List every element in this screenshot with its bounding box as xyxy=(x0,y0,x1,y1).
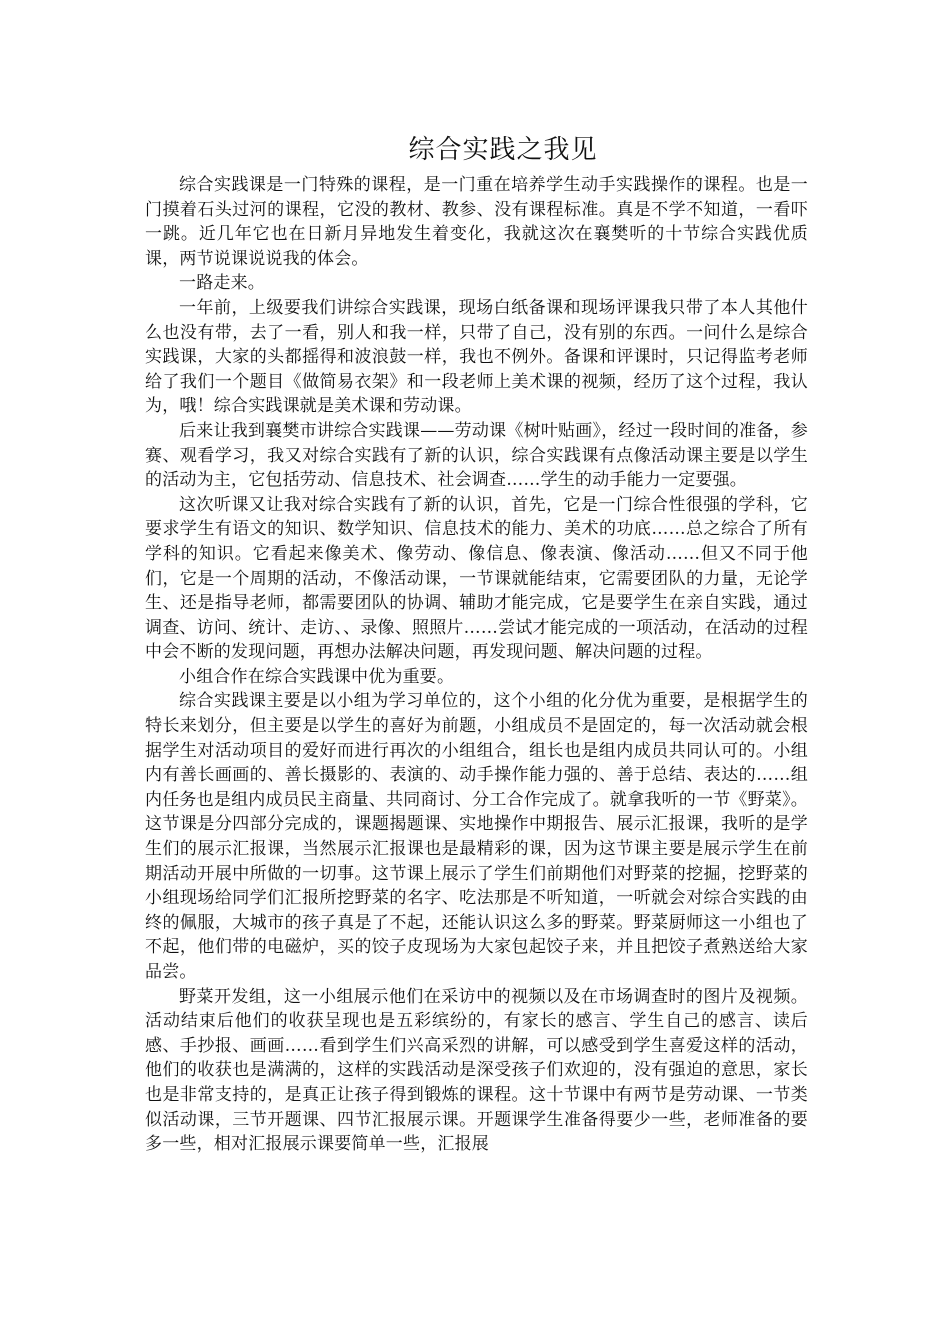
document-body xyxy=(145,173,808,1157)
paragraph-one-year-ago: 一年前，上级要我们讲综合实践课，现场白纸备课和现场评课我只带了本人其他什么也没有带，去了一看，别人和我一样，只带了自己，没有别的东西。一问什么是综合实践课，大家的头都摇得和波浪鼓一样，我也不例外。备课和评课时，只记得监考老师给了我们一个题目《做简易衣架》和一段老师上美术课的视频，经历了这个过程，我认为，哦！综合实践课就是美术课和劳动课。 xyxy=(145,297,808,417)
paragraph-heading-group-work: 小组合作在综合实践课中优为重要。 xyxy=(179,666,455,687)
paragraph-group-work: 综合实践课主要是以小组为学习单位的，这个小组的化分优为重要，是根据学生的特长来划分，但主要是以学生的喜好为前题，小组成员不是固定的，每一次活动就会根据学生对活动项目的爱好而进行再次的小组组合，组长也是组内成员共同认可的。小组内有善长画画的、善长摄影的、表演的、动手操作能力强的、善于总结、表达的……组内任务也是组内成员民主商量、共同商讨、分工合作完成了。就拿我听的一节《野菜》。这节课是分四部分完成的，课题揭题课、实地操作中期报告、展示汇报课，我听的是学生们的展示汇报课，当然展示汇报课也是最精彩的课，因为这节课主要是展示学生在前期活动开展中所做的一切事。这节课上展示了学生们前期他们对野菜的挖掘，挖野菜的小组现场给同学们汇报所挖野菜的名字、吃法那是不听知道，一听就会对综合实践的由终的佩服，大城市的孩子真是了不起，还能认识这么多的野菜。野菜厨师这一小组也了不起，他们带的电磁炉，买的饺子皮现场为大家包起饺子来，并且把饺子煮熟送给大家品尝。 xyxy=(145,691,808,982)
paragraph-heading-journey: 一路走来。 xyxy=(179,273,265,294)
paragraph-wild-vegetables: 野菜开发组，这一小组展示他们在采访中的视频以及在市场调查时的图片及视频。活动结束后他们的收获呈现也是五彩缤纷的，有家长的感言、学生自己的感言、读后感、手抄报、画画……看到学生们兴高采烈的讲解，可以感受到学生喜爱这样的活动，他们的收获也是满满的，这样的实践活动是深受孩子们欢迎的，没有强迫的意思，家长也是非常支持的，是真正让孩子得到锻炼的课程。这十节课中有两节是劳动课、一节类似活动课，三节开题课、四节汇报展示课。开题课学生准备得要少一些，老师准备的要多一些，相对汇报展示课要简单一些，汇报展 xyxy=(145,986,808,1155)
document-title: 综合实践之我见 xyxy=(408,135,598,165)
paragraph-intro: 综合实践课是一门特殊的课程，是一门重在培养学生动手实践操作的课程。也是一门摸着石头过河的课程，它没的教材、教参、没有课程标准。真是不学不知道，一看吓一跳。近几年它也在日新月异地发生着变化，我就这次在襄樊听的十节综合实践优质课，两节说课说说我的体会。 xyxy=(145,175,808,269)
paragraph-later: 后来让我到襄樊市讲综合实践课——劳动课《树叶贴画》，经过一段时间的准备，参赛、观看学习，我又对综合实践有了新的认识，综合实践课有点像活动课主要是以学生的活动为主，它包括劳动、信息技术、社会调查……学生的动手能力一定要强。 xyxy=(145,420,808,491)
paragraph-this-time: 这次听课又让我对综合实践有了新的认识，首先，它是一门综合性很强的学科，它要求学生有语文的知识、数学知识、信息技术的能力、美术的功底……总之综合了所有学科的知识。它看起来像美术、像劳动、像信息、像表演、像活动……但又不同于他们，它是一个周期的活动，不像活动课，一节课就能结束，它需要团队的力量，无论学生、还是指导老师，都需要团队的协调、辅助才能完成，它是要学生在亲自实践，通过调查、访问、统计、走访、、录像、照照片……尝试才能完成的一项活动，在活动的过程中会不断的发现问题，再想办法解决问题，再发现问题、解决问题的过程。 xyxy=(145,494,808,663)
